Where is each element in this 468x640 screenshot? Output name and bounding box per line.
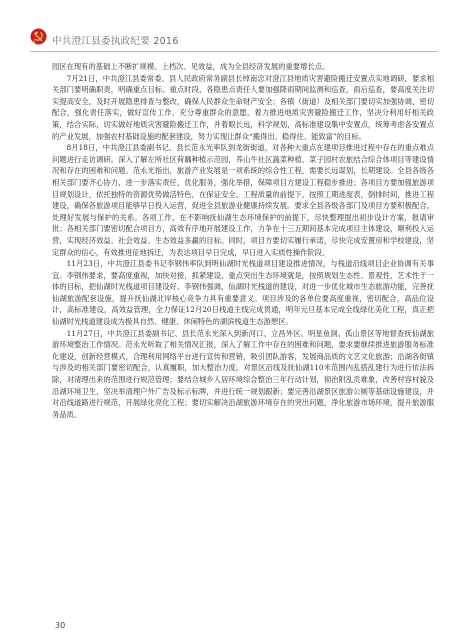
paragraph-august-18: 8月18日，中共澄江县委副书记、县长范永光率队到龙街街道，对各种大重点在建项目推进过程中存在的重点难点问题进行走访调研。深入了解左所社区荷藕种植示范园，养山牛社区蔬菜种植、菜子园村农旅结合综合体项目等建设情况和存在的困难和问题。范永光指出，旅游产业发展是一项系统的综合性工程，需要长远谋划，长期建设。全县各级各相关部门要齐心协力，进一步落实责任，优化服务，强化举措，保障项目方建设工程稳步推进；各项目方要加强旅游项目规划设计，依托独特的资源优势做活特色，在保证安全、工程质量的前提下，按照工期进度表，倒排时间，推进工程建设，确保各旅游项目能够早日投入运营，促进全县旅游业健康持续发展。要求全县各级各部门及项目方要积极配合，处理好发展与保护的关系。各项工作，在不影响抚仙湖生态环境保护的前提下，尽快整理提出初步设计方案，报请审批；各相关部门要密切配合项目方，高效有序地开展建设工作，力争在十三五期间基本完成项目主体建设，顺利投入运营，实现经济效益、社会效益、生态效益多赢的目标。同时，项目方要切实履行承诺，尽快完成安置房和学校建设，坚定群众的信心，有效推进征地拆迁，为表达项目早日完成，早日进入实质性操作阶段。 (52, 143, 434, 257)
party-emblem-icon (30, 28, 47, 45)
paragraph-july-21: 7月21日，中共澄江县委常委、县人民政府常务副县长绰南忠对澄江县地质灾害避险搬迁安置点实地调研，要求相关部门要明确职责，明确重点目标、重点时段，各隐患点责任人要加强降雨期间监测和巡查，雨后巡查，要高度关注切实提高安全，及时开展隐患排查与整改，确保人民群众生命财产安全；各镇（街道）及相关部门要切实加强协调，密切配合，强化责任落实，做好宣传工作，充分尊重群众的意愿，着力推进地质灾害避险搬迁工作，坚决分利用好相关政策，结合实际，切实做好地质灾害避险搬迁工作，并着眼长远，科学规划，高标准建设集中安置点，统筹考虑各安置点的产业发展，加强农村基础设施的配套建设，努力实现让群众“搬得出、稳得住、能致富”的目标。 (52, 73, 434, 141)
page-number: 30 (55, 621, 66, 630)
paragraph-continuation: 园区在现有的基础上不断扩规模、上档次、见效益，成为全县经济发展的重要增长点。 (52, 62, 330, 71)
page-header (0, 0, 468, 60)
paragraph-november-27: 11月27日，中共澄江县委副书记、县长范永光深入到新河口、立昌外区、明星鱼洞、孤山景区等地督查抚仙湖旅游环境整治工作情况。范永光听取了相关情况汇报，深入了解工作中存在的困难和问题，要求要继续推进旅游服务标准化建设，创新经营模式，合理利用网络平台进行宣传和营销，吸引团队游客，发展商品质的文艺文化旅游；沿湖各街镇与涉及的相关部门要密切配合，认真履职，加大整治力度，对景区沿线及抚仙湖110米范围内乱搭乱建行为进行依法拆除，对清理出来的范围进行规范管理；要结合城乡人居环境综合整治三年行动计划，彻治附乱贡难象，改善村容村貌及沿湖环境卫生，坚决举清理户外广告及标示标牌，并进行统一规划跟新；要完善沿湖景区旅游公厕等基础设施建设，并对沿线道路进行规范，开展绿化亮化工程；要切实解决沿湖旅游环境存在的突出问题，净化旅游市场环境，提升旅游服务品质。 (52, 328, 434, 419)
header-title: 中共澄江县委执政纪要 2016 (52, 36, 179, 47)
article-body (52, 61, 434, 420)
paragraph-november-23: 11月23日，中共澄江县委书记李钢伟率队到明仙湖时光栈道项目建设推进情况，与栈道沿线项目企业协调有关事宜。李钢伟要求，要高度重视，加快对接，抓紧建设，重点突出生态环境就是，按照规划生态性、景观性、艺术性于一体的目标，把仙湖时光栈道项目建设好。李钢伟强调，仙湖时光栈道的建设，对进一步优化城市生态旅游功能，完善抚仙湖旅游配套设施，提升抚仙湖北岸核心竞争力具有重要意义。项目涉及的各单位要高度重视，密切配合，高品位设计，高标准建设，高效益管理，全力保证12月20日栈道主线完成贯通，明年元旦基本完成全线绿化美化工程，真正把仙湖时光栈道建设成为极具自然、健康、休闲特色的湖滨栈道生态游憩区。 (52, 259, 434, 327)
header-divider (30, 51, 438, 52)
